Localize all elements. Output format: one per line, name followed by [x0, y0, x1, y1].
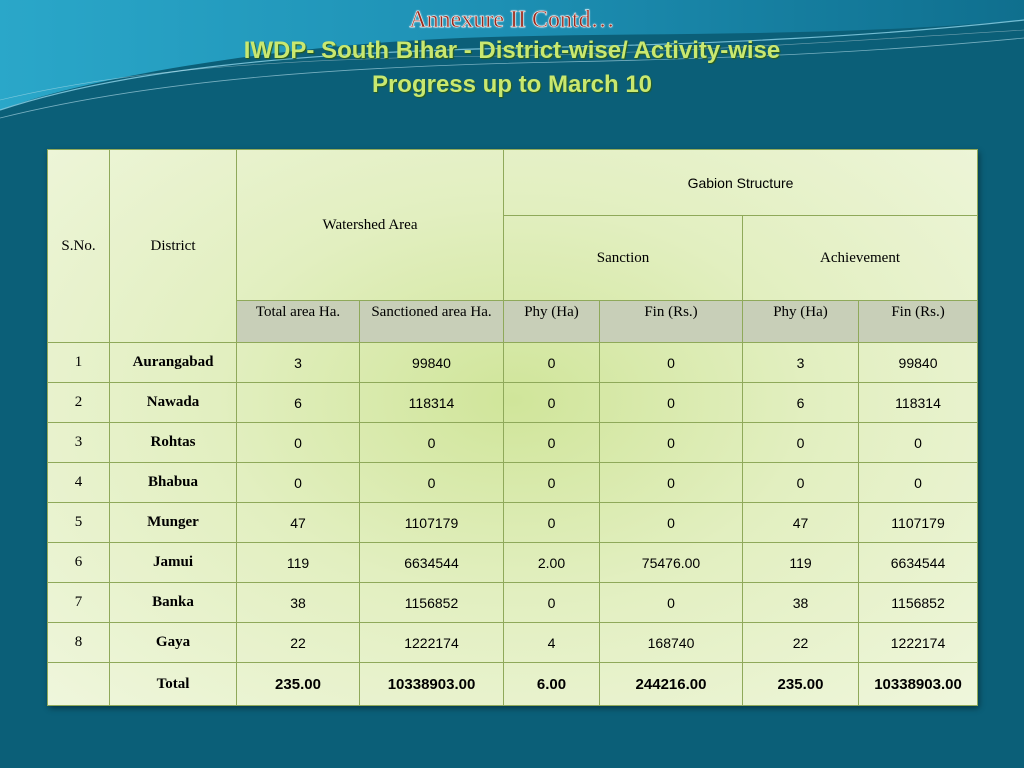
cell-fin-sanction: 75476.00: [600, 543, 743, 583]
progress-table-container: [47, 149, 977, 705]
cell-district: Jamui: [110, 543, 237, 583]
cell-phy-achievement: 235.00: [743, 663, 859, 706]
cell-sno: 7: [48, 583, 110, 623]
cell-sanctioned-area: 99840: [360, 343, 504, 383]
cell-sno: 1: [48, 343, 110, 383]
header-sanction: Sanction: [504, 216, 743, 301]
cell-total-area: 47: [237, 503, 360, 543]
cell-fin-sanction: 0: [600, 503, 743, 543]
page-title-line1: IWDP- South Bihar - District-wise/ Activity-wise: [243, 37, 781, 64]
cell-sanctioned-area: 118314: [360, 383, 504, 423]
cell-sanctioned-area: 1156852: [360, 583, 504, 623]
cell-sno: 4: [48, 463, 110, 503]
cell-fin-sanction: 0: [600, 583, 743, 623]
cell-phy-sanction: 0: [504, 423, 600, 463]
cell-phy-achievement: 3: [743, 343, 859, 383]
cell-total-area: 235.00: [237, 663, 360, 706]
progress-table: [47, 149, 978, 706]
cell-phy-sanction: 6.00: [504, 663, 600, 706]
cell-total-area: 6: [237, 383, 360, 423]
cell-fin-sanction: 0: [600, 463, 743, 503]
cell-phy-achievement: 0: [743, 463, 859, 503]
cell-phy-achievement: 47: [743, 503, 859, 543]
cell-phy-sanction: 4: [504, 623, 600, 663]
cell-district: Nawada: [110, 383, 237, 423]
cell-fin-sanction: 0: [600, 423, 743, 463]
cell-phy-sanction: 0: [504, 583, 600, 623]
cell-district: Banka: [110, 583, 237, 623]
cell-sno: [48, 663, 110, 706]
cell-sanctioned-area: 10338903.00: [360, 663, 504, 706]
table-row: [48, 383, 978, 423]
cell-phy-achievement: 22: [743, 623, 859, 663]
cell-fin-sanction: 244216.00: [600, 663, 743, 706]
title-block: [0, 6, 1024, 102]
cell-sanctioned-area: 0: [360, 423, 504, 463]
total-row: [48, 663, 978, 706]
cell-sanctioned-area: 0: [360, 463, 504, 503]
header-district: District: [110, 150, 237, 343]
subheader-fin-achievement: Fin (Rs.): [859, 301, 978, 343]
cell-district: Gaya: [110, 623, 237, 663]
cell-district: Rohtas: [110, 423, 237, 463]
cell-phy-sanction: 0: [504, 463, 600, 503]
cell-sanctioned-area: 1222174: [360, 623, 504, 663]
cell-sno: 8: [48, 623, 110, 663]
table-row: [48, 503, 978, 543]
cell-total-area: 0: [237, 463, 360, 503]
table-row: [48, 343, 978, 383]
cell-total-area: 22: [237, 623, 360, 663]
cell-sanctioned-area: 1107179: [360, 503, 504, 543]
cell-sno: 2: [48, 383, 110, 423]
cell-phy-sanction: 0: [504, 383, 600, 423]
subheader-fin-sanction: Fin (Rs.): [600, 301, 743, 343]
table-row: [48, 583, 978, 623]
cell-fin-achievement: 118314: [859, 383, 978, 423]
cell-total-area: 0: [237, 423, 360, 463]
cell-district: Aurangabad: [110, 343, 237, 383]
header-watershed-area: Watershed Area: [237, 150, 504, 301]
cell-total-area: 119: [237, 543, 360, 583]
cell-fin-sanction: 0: [600, 383, 743, 423]
subheader-total-area: Total area Ha.: [237, 301, 360, 343]
header-gabion-structure: Gabion Structure: [504, 150, 978, 216]
cell-fin-achievement: 0: [859, 463, 978, 503]
subheader-phy-sanction: Phy (Ha): [504, 301, 600, 343]
cell-total-label: Total: [110, 663, 237, 706]
cell-fin-achievement: 99840: [859, 343, 978, 383]
cell-phy-sanction: 0: [504, 503, 600, 543]
cell-district: Munger: [110, 503, 237, 543]
subheader-phy-achievement: Phy (Ha): [743, 301, 859, 343]
table-row: [48, 463, 978, 503]
cell-fin-achievement: 1107179: [859, 503, 978, 543]
annexure-label: Annexure II Contd…: [409, 7, 615, 33]
cell-sno: 3: [48, 423, 110, 463]
subheader-sanctioned-area: Sanctioned area Ha.: [360, 301, 504, 343]
cell-fin-achievement: 1222174: [859, 623, 978, 663]
cell-phy-achievement: 119: [743, 543, 859, 583]
header-achievement: Achievement: [743, 216, 978, 301]
cell-phy-achievement: 38: [743, 583, 859, 623]
cell-fin-sanction: 168740: [600, 623, 743, 663]
table-row: [48, 543, 978, 583]
table-row: [48, 623, 978, 663]
cell-fin-achievement: 0: [859, 423, 978, 463]
cell-fin-achievement: 6634544: [859, 543, 978, 583]
cell-phy-sanction: 0: [504, 343, 600, 383]
cell-phy-sanction: 2.00: [504, 543, 600, 583]
cell-phy-achievement: 6: [743, 383, 859, 423]
cell-fin-sanction: 0: [600, 343, 743, 383]
page-title-line2: Progress up to March 10: [371, 71, 653, 98]
cell-sanctioned-area: 6634544: [360, 543, 504, 583]
table-row: [48, 423, 978, 463]
cell-sno: 6: [48, 543, 110, 583]
cell-total-area: 3: [237, 343, 360, 383]
cell-fin-achievement: 1156852: [859, 583, 978, 623]
cell-total-area: 38: [237, 583, 360, 623]
cell-sno: 5: [48, 503, 110, 543]
cell-phy-achievement: 0: [743, 423, 859, 463]
cell-district: Bhabua: [110, 463, 237, 503]
header-sno: S.No.: [48, 150, 110, 343]
cell-fin-achievement: 10338903.00: [859, 663, 978, 706]
